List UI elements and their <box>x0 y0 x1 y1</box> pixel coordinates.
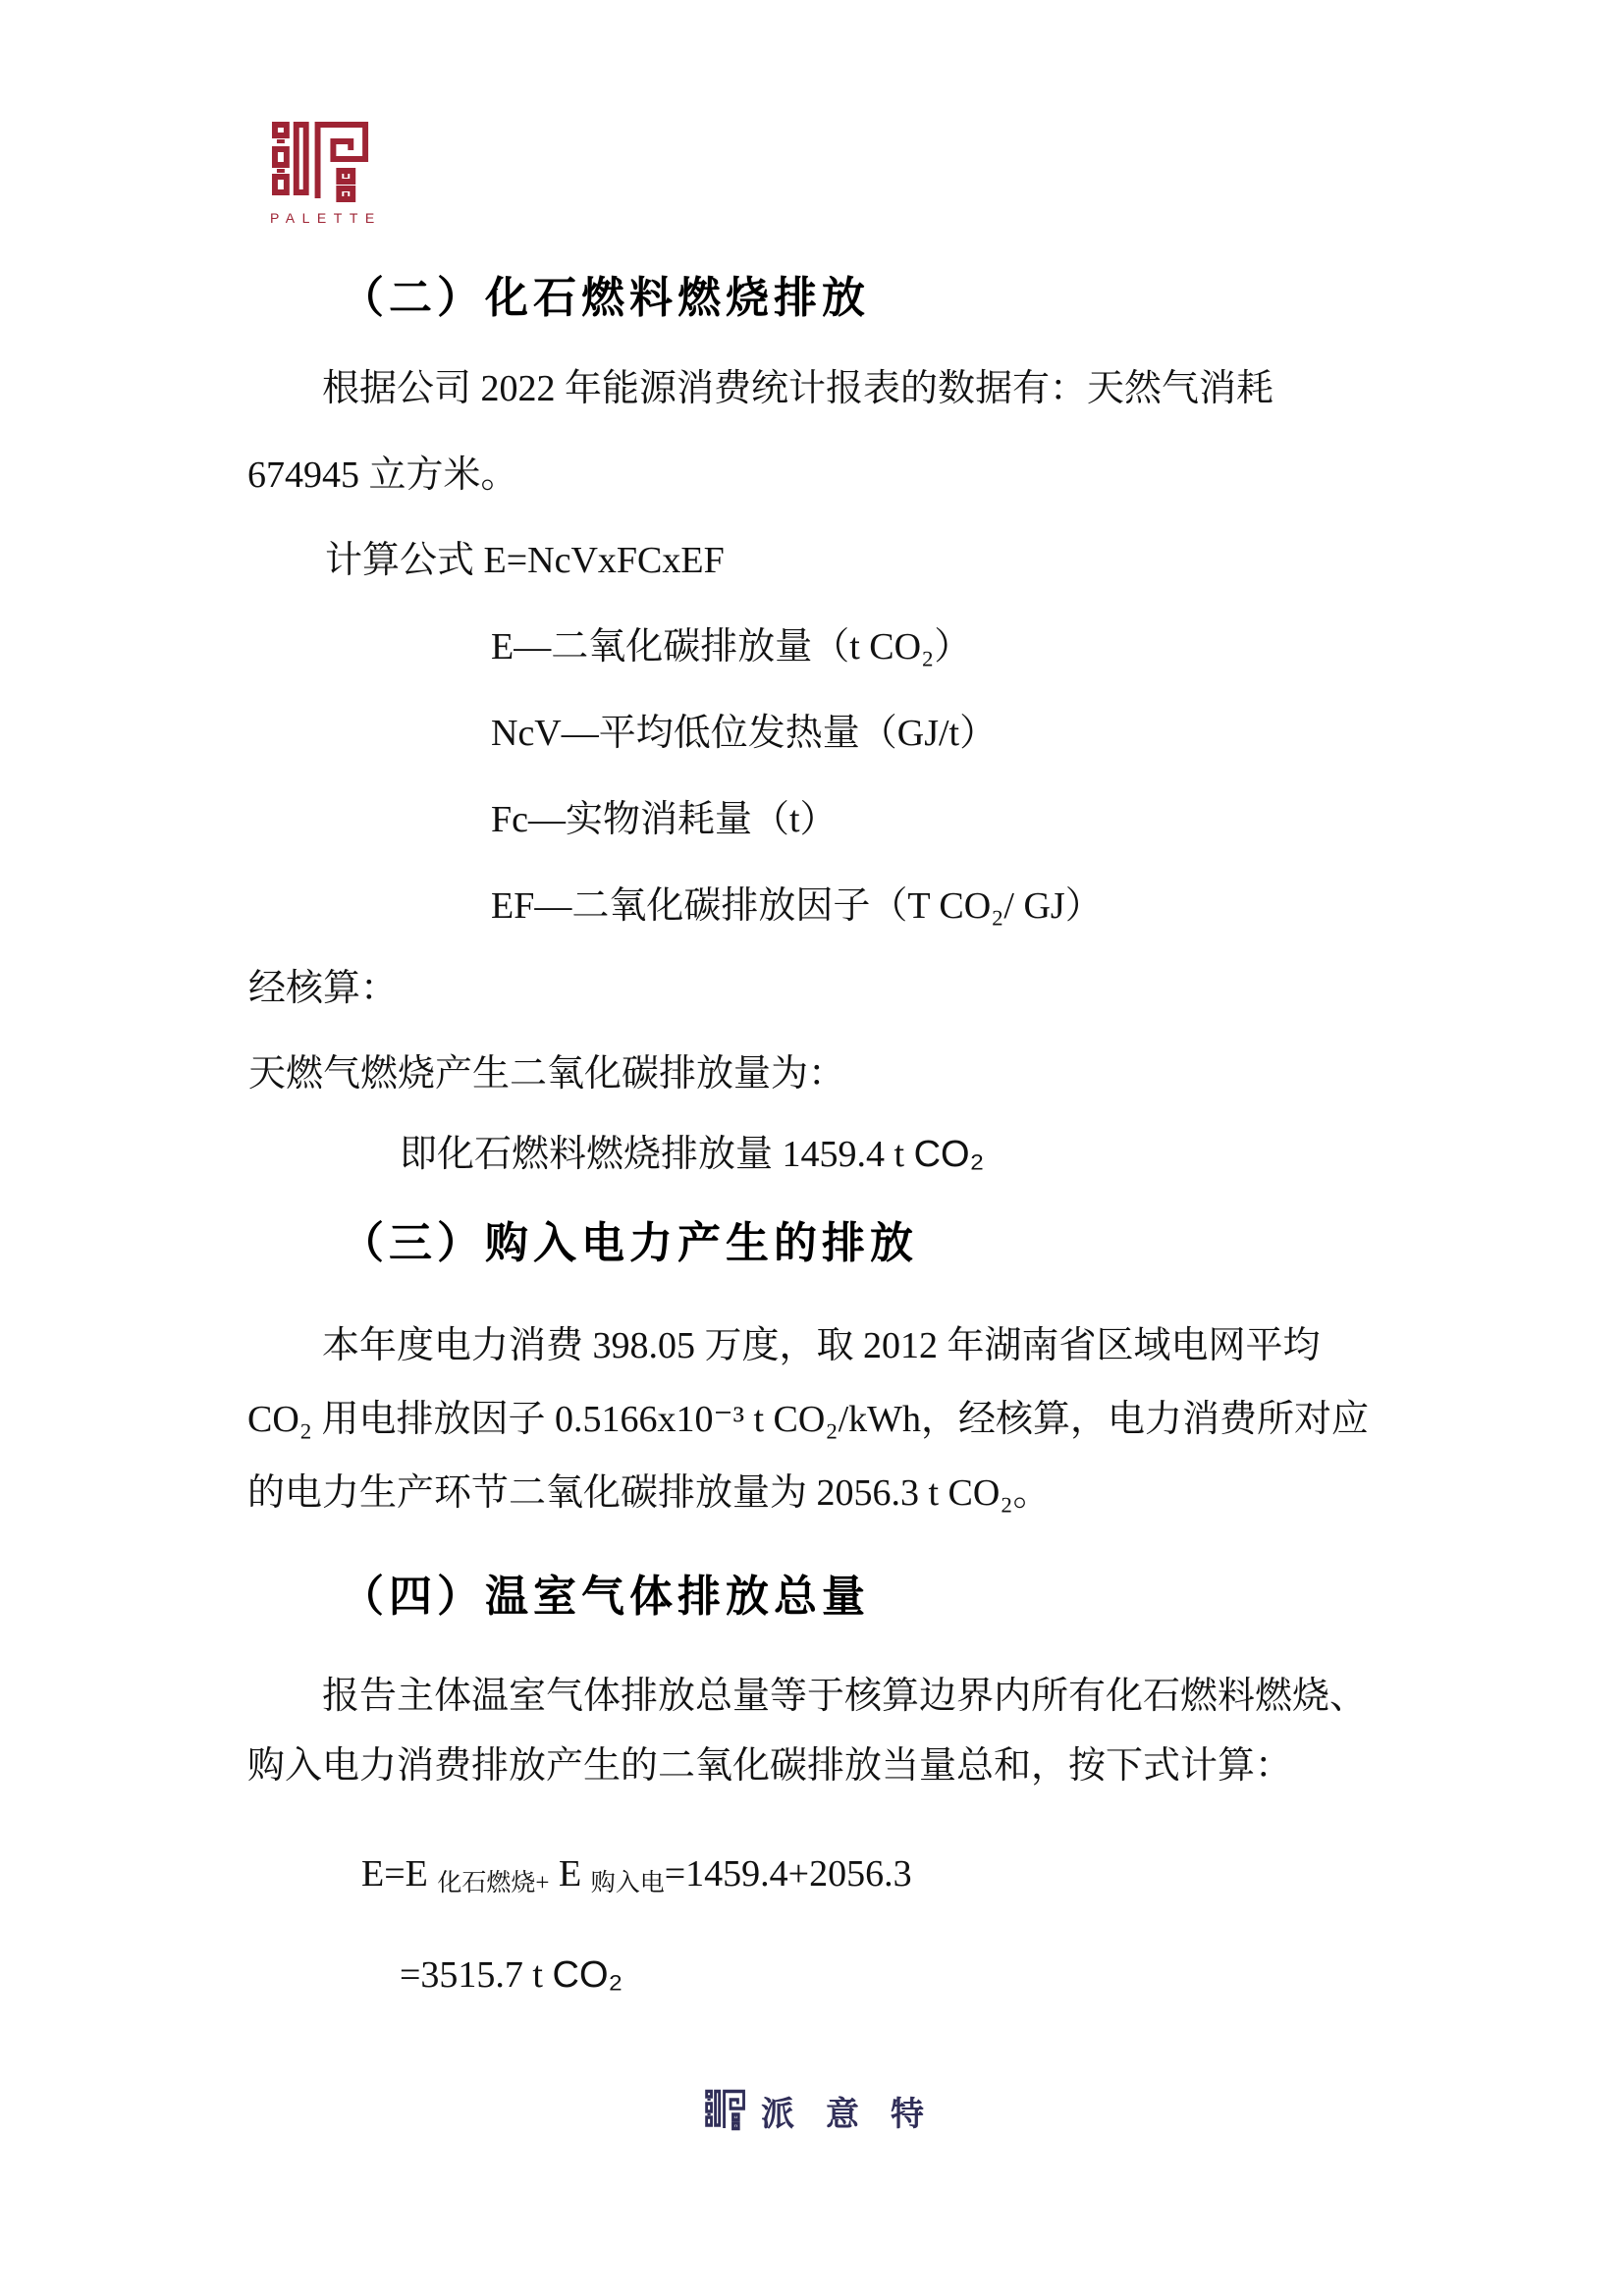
text-line: E—二氧化碳排放量（t CO₂） <box>491 626 972 667</box>
palette-maze-mark-icon <box>705 2089 748 2134</box>
total-paragraph <box>247 1662 1367 1801</box>
result-label-line: 经核算： <box>248 968 399 1009</box>
palette-maze-mark-icon <box>271 120 376 210</box>
text-line: 674945 立方米。 <box>247 454 518 496</box>
text-line: 根据公司 2022 年能源消费统计报表的数据有：天然气消耗 <box>322 368 1274 409</box>
text-line: 的电力生产环节二氧化碳排放量为 2056.3 t CO₂。 <box>247 1472 1051 1514</box>
section-heading-electricity: （三）购入电力产生的排放 <box>341 1219 918 1267</box>
formula-subscript-fossil: 化石燃烧+ <box>437 1870 550 1896</box>
fossil-result-value-line <box>400 1132 984 1177</box>
result-desc-line: 天燃气燃烧产生二氧化碳排放量为： <box>248 1053 846 1095</box>
formula-part3: =1459.4+2056.3 <box>664 1853 912 1895</box>
total-formula-result-line <box>400 1952 623 1998</box>
footer-brand-text: 派意特 <box>761 2096 955 2133</box>
fossil-result-unit: CO₂ <box>913 1134 985 1175</box>
formula-subscript-electricity: 购入电 <box>590 1870 665 1896</box>
formula-definitions-list <box>491 604 1103 949</box>
formula-part2: E <box>549 1853 591 1895</box>
fossil-intro-paragraph <box>247 346 1273 518</box>
header-logo-text: PALETTE <box>270 210 382 226</box>
electricity-paragraph <box>247 1309 1369 1530</box>
formula-result-unit: CO₂ <box>552 1954 623 1996</box>
footer-logo <box>705 2087 955 2135</box>
section-heading-total: （四）温室气体排放总量 <box>341 1573 870 1621</box>
text-line: EF—二氧化碳排放因子（T CO₂/ GJ） <box>491 885 1103 927</box>
text-line: NcV—平均低位发热量（GJ/t） <box>491 713 998 754</box>
text-line: 购入电力消费排放产生的二氧化碳排放当量总和，按下式计算： <box>247 1745 1293 1787</box>
section-heading-fossil: （二）化石燃料燃烧排放 <box>341 274 870 322</box>
formula-part1: E=E <box>361 1853 438 1895</box>
formula-result-text: =3515.7 t <box>400 1954 553 1996</box>
fossil-result-text: 即化石燃料燃烧排放量 1459.4 t <box>400 1134 914 1175</box>
text-line: 报告主体温室气体排放总量等于核算边界内所有化石燃料燃烧、 <box>322 1676 1368 1717</box>
total-formula-line <box>361 1851 912 1906</box>
text-line: 本年度电力消费 398.05 万度，取 2012 年湖南省区域电网平均 <box>322 1325 1321 1366</box>
text-line: Fc—实物消耗量（t） <box>491 799 838 840</box>
formula-intro-line: 计算公式 E=NcVxFCxEF <box>325 540 725 581</box>
text-line: CO₂ 用电排放因子 0.5166x10⁻³ t CO₂/kWh，经核算，电力消费所对应 <box>247 1399 1370 1440</box>
